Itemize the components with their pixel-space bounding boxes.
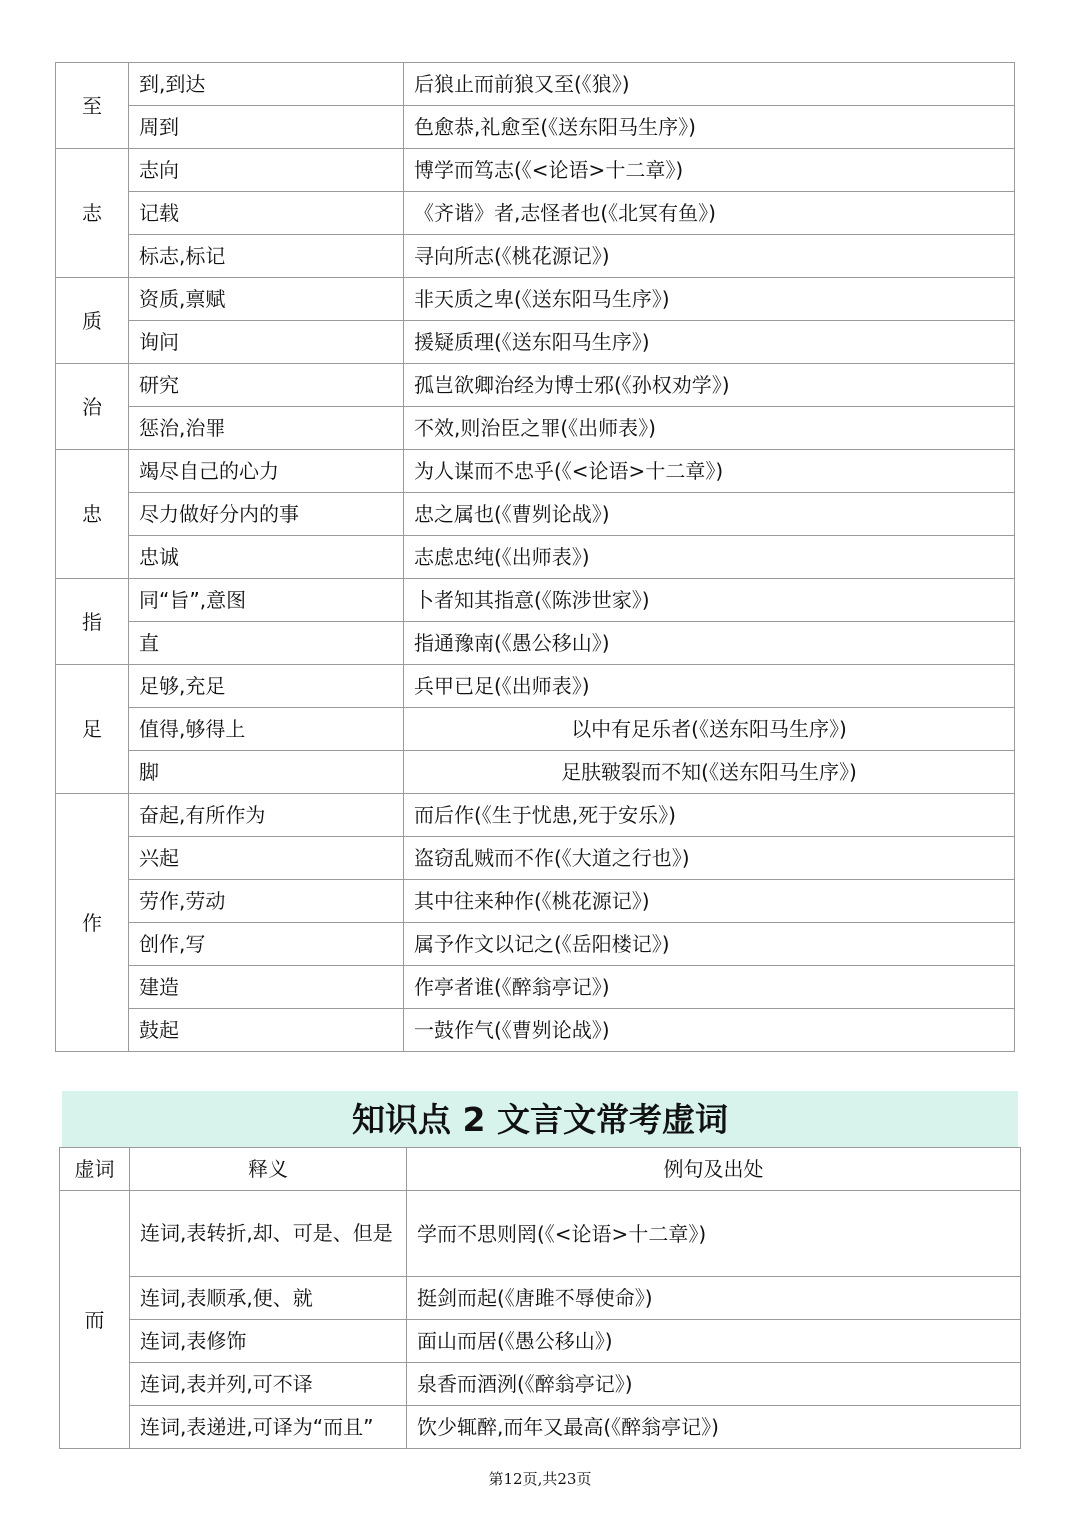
example-cell: 寻向所志(《桃花源记》)	[404, 235, 1015, 278]
section-title: 知识点 2 文言文常考虚词	[352, 1100, 728, 1139]
meaning-cell: 惩治,治罪	[129, 407, 404, 450]
meaning-cell: 连词,表修饰	[130, 1320, 407, 1363]
table-row	[56, 966, 1015, 1009]
meaning-cell: 建造	[129, 966, 404, 1009]
table-row	[56, 751, 1015, 794]
table-row	[56, 63, 1015, 106]
table-header-row	[60, 1148, 1021, 1191]
meaning-cell: 连词,表并列,可不译	[130, 1363, 407, 1406]
head-word-cell: 忠	[56, 450, 129, 579]
header-function-word: 虚词	[60, 1148, 130, 1191]
meaning-cell: 资质,禀赋	[129, 278, 404, 321]
example-cell: 足肤皲裂而不知(《送东阳马生序》)	[404, 751, 1015, 794]
page-footer: 第12页,共23页	[488, 1470, 592, 1488]
meaning-cell: 值得,够得上	[129, 708, 404, 751]
table-row	[60, 1277, 1021, 1320]
example-cell: 志虑忠纯(《出师表》)	[404, 536, 1015, 579]
example-cell: 卜者知其指意(《陈涉世家》)	[404, 579, 1015, 622]
head-word-cell: 质	[56, 278, 129, 364]
example-cell: 一鼓作气(《曹刿论战》)	[404, 1009, 1015, 1052]
meaning-cell: 记载	[129, 192, 404, 235]
meaning-cell: 奋起,有所作为	[129, 794, 404, 837]
example-cell: 博学而笃志(《<论语>十二章》)	[404, 149, 1015, 192]
example-cell: 为人谋而不忠乎(《<论语>十二章》)	[404, 450, 1015, 493]
table-row	[60, 1191, 1021, 1277]
table-row	[56, 106, 1015, 149]
table-row	[56, 192, 1015, 235]
table-row	[56, 536, 1015, 579]
table-row	[56, 235, 1015, 278]
example-cell: 盗窃乱贼而不作(《大道之行也》)	[404, 837, 1015, 880]
example-cell: 指通豫南(《愚公移山》)	[404, 622, 1015, 665]
meaning-cell: 周到	[129, 106, 404, 149]
meaning-cell: 竭尽自己的心力	[129, 450, 404, 493]
example-cell: 饮少辄醉,而年又最高(《醉翁亭记》)	[407, 1406, 1021, 1449]
example-cell: 以中有足乐者(《送东阳马生序》)	[404, 708, 1015, 751]
example-cell: 其中往来种作(《桃花源记》)	[404, 880, 1015, 923]
meaning-cell: 直	[129, 622, 404, 665]
table-row	[60, 1363, 1021, 1406]
table-row	[60, 1406, 1021, 1449]
meaning-cell: 标志,标记	[129, 235, 404, 278]
example-cell: 学而不思则罔(《<论语>十二章》)	[407, 1191, 1021, 1277]
meaning-cell: 足够,充足	[129, 665, 404, 708]
function-word-table	[59, 1147, 1021, 1449]
table-row	[56, 880, 1015, 923]
example-cell: 后狼止而前狼又至(《狼》)	[404, 63, 1015, 106]
example-cell: 色愈恭,礼愈至(《送东阳马生序》)	[404, 106, 1015, 149]
example-cell: 属予作文以记之(《岳阳楼记》)	[404, 923, 1015, 966]
header-meaning: 释义	[130, 1148, 407, 1191]
meaning-cell: 鼓起	[129, 1009, 404, 1052]
head-word-cell: 足	[56, 665, 129, 794]
example-cell: 面山而居(《愚公移山》)	[407, 1320, 1021, 1363]
example-cell: 挺剑而起(《唐雎不辱使命》)	[407, 1277, 1021, 1320]
meaning-cell: 劳作,劳动	[129, 880, 404, 923]
example-cell: 非天质之卑(《送东阳马生序》)	[404, 278, 1015, 321]
meaning-cell: 脚	[129, 751, 404, 794]
table-row	[56, 493, 1015, 536]
example-cell: 泉香而酒洌(《醉翁亭记》)	[407, 1363, 1021, 1406]
example-cell: 作亭者谁(《醉翁亭记》)	[404, 966, 1015, 1009]
table-row	[60, 1320, 1021, 1363]
meaning-cell: 创作,写	[129, 923, 404, 966]
meaning-cell: 到,到达	[129, 63, 404, 106]
meaning-cell: 询问	[129, 321, 404, 364]
table-row	[56, 665, 1015, 708]
table-row	[56, 278, 1015, 321]
table-row	[56, 321, 1015, 364]
head-word-cell: 指	[56, 579, 129, 665]
table-row	[56, 1009, 1015, 1052]
meaning-cell: 连词,表递进,可译为“而且”	[130, 1406, 407, 1449]
head-word-cell: 而	[60, 1191, 130, 1449]
table-row	[56, 794, 1015, 837]
table-row	[56, 837, 1015, 880]
meaning-cell: 忠诚	[129, 536, 404, 579]
table-row	[56, 149, 1015, 192]
table-row	[56, 407, 1015, 450]
example-cell: 不效,则治臣之罪(《出师表》)	[404, 407, 1015, 450]
head-word-cell: 至	[56, 63, 129, 149]
section-title-band	[62, 1091, 1018, 1147]
table-row	[56, 450, 1015, 493]
meaning-cell: 同“旨”,意图	[129, 579, 404, 622]
meaning-cell: 尽力做好分内的事	[129, 493, 404, 536]
example-cell: 而后作(《生于忧患,死于安乐》)	[404, 794, 1015, 837]
table-row	[56, 708, 1015, 751]
table-row	[56, 923, 1015, 966]
table-row	[56, 579, 1015, 622]
head-word-cell: 志	[56, 149, 129, 278]
word-meaning-table-continued	[55, 62, 1015, 1052]
example-cell: 援疑质理(《送东阳马生序》)	[404, 321, 1015, 364]
meaning-cell: 志向	[129, 149, 404, 192]
meaning-cell: 兴起	[129, 837, 404, 880]
table-row	[56, 622, 1015, 665]
header-example: 例句及出处	[407, 1148, 1021, 1191]
example-cell: 忠之属也(《曹刿论战》)	[404, 493, 1015, 536]
head-word-cell: 治	[56, 364, 129, 450]
table-row	[56, 364, 1015, 407]
head-word-cell: 作	[56, 794, 129, 1052]
meaning-cell: 研究	[129, 364, 404, 407]
example-cell: 孤岂欲卿治经为博士邪(《孙权劝学》)	[404, 364, 1015, 407]
example-cell: 《齐谐》者,志怪者也(《北冥有鱼》)	[404, 192, 1015, 235]
meaning-cell: 连词,表转折,却、可是、但是	[130, 1191, 407, 1277]
example-cell: 兵甲已足(《出师表》)	[404, 665, 1015, 708]
meaning-cell: 连词,表顺承,便、就	[130, 1277, 407, 1320]
